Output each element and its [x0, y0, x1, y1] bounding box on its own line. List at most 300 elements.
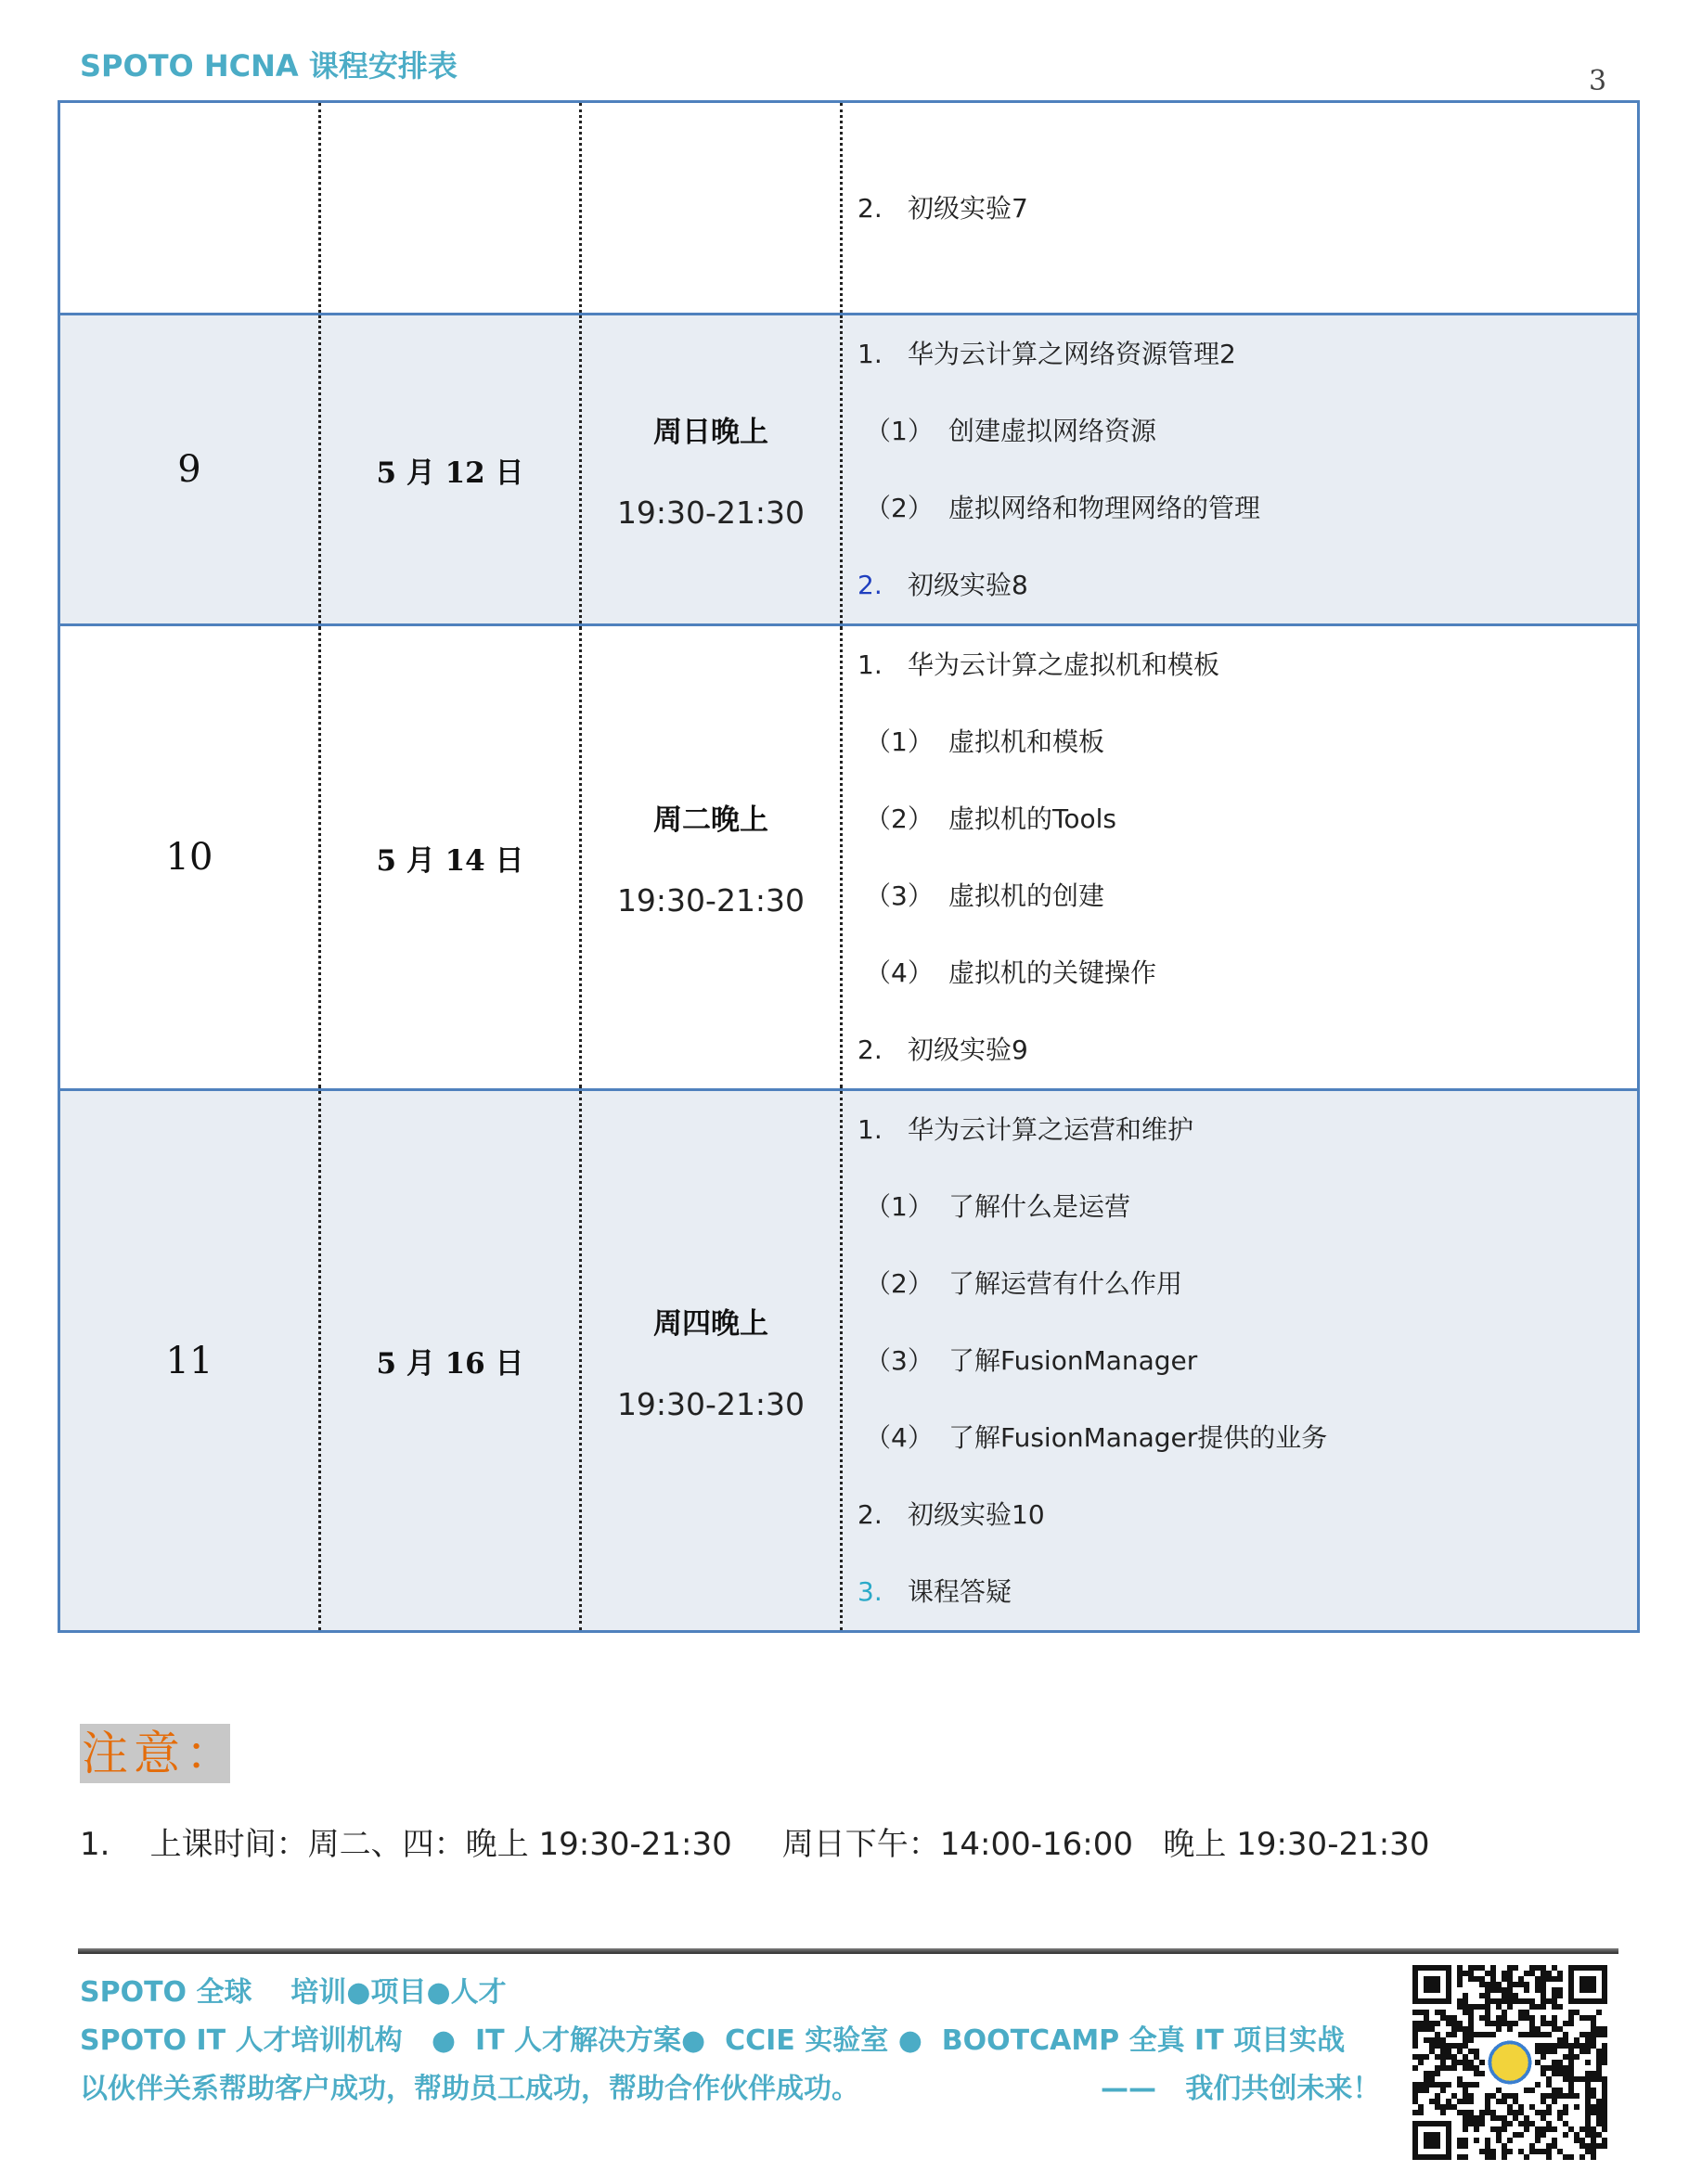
line-marker: （1）	[865, 726, 934, 757]
qr-module	[1474, 2065, 1479, 2071]
qr-module	[1457, 1976, 1463, 1982]
qr-module	[1485, 2021, 1490, 2026]
qr-module	[1591, 2093, 1596, 2099]
content-line	[857, 1553, 1637, 1630]
qr-module	[1524, 1987, 1529, 1993]
qr-module	[1563, 2093, 1568, 2099]
qr-module	[1518, 2032, 1524, 2037]
session-time: 19:30-21:30	[616, 495, 806, 531]
qr-module	[1479, 1965, 1485, 1971]
content-line	[857, 1011, 1637, 1088]
qr-module	[1446, 2049, 1451, 2054]
qr-module	[1429, 2021, 1435, 2026]
qr-module	[1529, 2104, 1535, 2110]
qr-module	[1479, 2071, 1485, 2076]
qr-module	[1596, 2071, 1602, 2076]
qr-module	[1524, 2121, 1529, 2126]
qr-module	[1496, 2115, 1502, 2121]
qr-module	[1552, 2088, 1557, 2093]
qr-module	[1557, 1987, 1563, 1993]
qr-module	[1579, 2154, 1585, 2160]
line-text: 华为云计算之虚拟机和模板	[908, 649, 1220, 680]
qr-module	[1552, 2143, 1557, 2149]
qr-module	[1474, 2115, 1479, 2121]
qr-module	[1457, 1965, 1463, 1971]
qr-module	[1457, 2026, 1463, 2032]
footer-mission: 以伙伴关系帮助客户成功，帮助员工成功，帮助合作伙伴成功。	[80, 2073, 859, 2105]
qr-module	[1563, 2037, 1568, 2043]
qr-module	[1546, 2043, 1552, 2049]
qr-module	[1541, 2115, 1546, 2121]
qr-module	[1440, 2049, 1446, 2054]
qr-module	[1563, 2032, 1568, 2037]
qr-module	[1602, 2093, 1607, 2099]
qr-module	[1429, 2049, 1435, 2054]
qr-module	[1585, 2104, 1591, 2110]
qr-module	[1557, 2110, 1563, 2115]
qr-module	[1602, 2110, 1607, 2115]
qr-module	[1568, 2076, 1574, 2082]
qr-module	[1585, 2099, 1591, 2104]
qr-module	[1490, 2093, 1496, 2099]
qr-module	[1563, 2043, 1568, 2049]
qr-module	[1524, 1982, 1529, 1987]
qr-module	[1412, 2082, 1418, 2088]
qr-module	[1418, 2088, 1424, 2093]
line-marker: 1.	[857, 1114, 883, 1145]
qr-module	[1496, 2015, 1502, 2021]
qr-module	[1502, 2126, 1507, 2132]
qr-module	[1412, 2037, 1418, 2043]
qr-module	[1602, 2076, 1607, 2082]
table-row-session-10	[59, 625, 1639, 1090]
line-text: 了解FusionManager	[948, 1345, 1198, 1376]
qr-module	[1574, 2037, 1579, 2043]
line-text: 虚拟机的关键操作	[948, 957, 1157, 988]
qr-module	[1418, 2054, 1424, 2060]
qr-module	[1468, 2065, 1474, 2071]
qr-module	[1574, 2054, 1579, 2060]
line-text: 初级实验7	[908, 192, 1028, 224]
qr-module	[1602, 2032, 1607, 2037]
qr-module	[1490, 2154, 1496, 2160]
qr-module	[1541, 1987, 1546, 1993]
qr-module	[1518, 2015, 1524, 2021]
qr-module	[1463, 2099, 1468, 2104]
qr-module	[1412, 2054, 1418, 2060]
qr-module	[1440, 2015, 1446, 2021]
qr-module	[1513, 2099, 1518, 2104]
qr-module	[1524, 1971, 1529, 1976]
qr-module	[1596, 2065, 1602, 2071]
qr-module	[1502, 1993, 1507, 1998]
qr-module	[1418, 2082, 1424, 2088]
qr-module	[1541, 2126, 1546, 2132]
qr-module	[1591, 2032, 1596, 2037]
qr-module	[1585, 2110, 1591, 2115]
qr-module	[1412, 2032, 1418, 2037]
qr-module	[1546, 2032, 1552, 2037]
table-row-continuation	[59, 102, 1639, 315]
qr-module	[1412, 2065, 1418, 2071]
qr-module	[1529, 2026, 1535, 2032]
line-marker: （3）	[865, 1345, 934, 1376]
qr-module	[1535, 2138, 1541, 2143]
qr-module	[1463, 2054, 1468, 2060]
qr-module	[1490, 1982, 1496, 1987]
qr-module	[1596, 2132, 1602, 2138]
qr-module	[1479, 2060, 1485, 2065]
qr-module	[1502, 2154, 1507, 2160]
line-marker: 2.	[857, 192, 883, 224]
qr-module	[1535, 2043, 1541, 2049]
qr-module	[1479, 2015, 1485, 2021]
qr-module	[1457, 2082, 1463, 2088]
qr-module	[1546, 2065, 1552, 2071]
cell-day	[581, 102, 842, 315]
qr-module	[1468, 2115, 1474, 2121]
session-day-time	[581, 315, 842, 625]
qr-module	[1412, 2021, 1418, 2026]
qr-module	[1502, 1987, 1507, 1993]
qr-module	[1457, 1998, 1463, 2004]
qr-module	[1485, 2010, 1490, 2015]
qr-module	[1507, 1993, 1513, 1998]
qr-module	[1435, 2037, 1440, 2043]
qr-module	[1418, 2026, 1424, 2032]
qr-module	[1557, 2060, 1563, 2065]
line-marker: 1.	[857, 339, 883, 369]
line-marker: （4）	[865, 957, 934, 988]
qr-module	[1424, 2082, 1429, 2088]
qr-module	[1424, 2010, 1429, 2015]
qr-module	[1485, 2015, 1490, 2021]
qr-module	[1546, 2149, 1552, 2154]
qr-module	[1463, 1998, 1468, 2004]
line-marker: （2）	[865, 1268, 934, 1299]
qr-module	[1507, 2026, 1513, 2032]
qr-module	[1418, 2060, 1424, 2065]
qr-module	[1463, 2143, 1468, 2149]
qr-module	[1535, 1965, 1541, 1971]
qr-module	[1557, 2071, 1563, 2076]
qr-module	[1535, 2004, 1541, 2010]
qr-module	[1502, 2143, 1507, 2149]
qr-module	[1591, 2071, 1596, 2076]
qr-module	[1496, 1987, 1502, 1993]
qr-module	[1529, 1998, 1535, 2004]
qr-module	[1474, 2126, 1479, 2132]
qr-module	[1435, 2093, 1440, 2099]
qr-module	[1474, 2032, 1479, 2037]
qr-module	[1474, 1976, 1479, 1982]
qr-module	[1518, 2132, 1524, 2138]
session-date: 5 月 12 日	[320, 315, 581, 625]
qr-module	[1490, 1987, 1496, 1993]
content-line	[857, 546, 1637, 623]
qr-module	[1602, 2104, 1607, 2110]
schedule-table	[58, 100, 1640, 1633]
cell-number	[59, 102, 320, 315]
qr-module	[1568, 2060, 1574, 2065]
qr-module	[1479, 2121, 1485, 2126]
qr-module	[1568, 2071, 1574, 2076]
qr-module	[1412, 2026, 1418, 2032]
line-marker: 2.	[857, 1034, 883, 1065]
qr-module	[1535, 2049, 1541, 2054]
session-number: 11	[59, 1090, 320, 1632]
qr-module	[1479, 1982, 1485, 1987]
qr-module	[1490, 2149, 1496, 2154]
qr-module	[1502, 2015, 1507, 2021]
qr-module	[1490, 2126, 1496, 2132]
qr-module	[1463, 2121, 1468, 2126]
qr-module	[1496, 2004, 1502, 2010]
qr-module	[1457, 2099, 1463, 2104]
qr-module	[1502, 2121, 1507, 2126]
qr-module	[1412, 2043, 1418, 2049]
qr-module	[1552, 2015, 1557, 2021]
qr-module	[1591, 2043, 1596, 2049]
qr-module	[1546, 2121, 1552, 2126]
qr-module	[1468, 2032, 1474, 2037]
qr-module	[1552, 1987, 1557, 1993]
qr-module	[1435, 2082, 1440, 2088]
qr-module	[1457, 2076, 1463, 2082]
qr-module	[1429, 2071, 1435, 2076]
qr-module	[1552, 2021, 1557, 2026]
qr-module	[1507, 1965, 1513, 1971]
content-line	[857, 1322, 1637, 1399]
qr-module	[1485, 2093, 1490, 2099]
qr-module	[1579, 2138, 1585, 2143]
qr-module	[1529, 2149, 1535, 2154]
qr-module	[1451, 2026, 1457, 2032]
qr-module	[1596, 2121, 1602, 2126]
qr-module	[1507, 2093, 1513, 2099]
qr-module	[1507, 1976, 1513, 1982]
qr-module	[1579, 2126, 1585, 2132]
qr-module	[1451, 2043, 1457, 2049]
qr-module	[1468, 2004, 1474, 2010]
qr-module	[1568, 2093, 1574, 2099]
qr-module	[1524, 2032, 1529, 2037]
qr-module	[1418, 2104, 1424, 2110]
qr-code-icon	[1407, 1959, 1613, 2165]
qr-module	[1602, 2026, 1607, 2032]
qr-module	[1596, 2099, 1602, 2104]
cell-date	[320, 102, 581, 315]
qr-module	[1502, 2010, 1507, 2015]
qr-module	[1546, 2104, 1552, 2110]
qr-module	[1468, 1976, 1474, 1982]
qr-module	[1535, 2026, 1541, 2032]
qr-module	[1446, 2054, 1451, 2060]
line-marker: 2.	[857, 1499, 883, 1530]
qr-module	[1529, 2032, 1535, 2037]
qr-module	[1591, 2154, 1596, 2160]
qr-module	[1552, 2004, 1557, 2010]
footer-slogan: SPOTO 全球 培训●项目●人才	[80, 1976, 507, 2009]
qr-module	[1490, 1976, 1496, 1982]
qr-module	[1485, 2149, 1490, 2154]
qr-module	[1412, 2010, 1418, 2015]
qr-module	[1468, 2021, 1474, 2026]
qr-module	[1574, 2076, 1579, 2082]
notice-title: 注意：	[82, 1727, 238, 1780]
qr-module	[1468, 2037, 1474, 2043]
session-content	[842, 625, 1639, 1090]
qr-module	[1535, 2149, 1541, 2154]
line-marker: （2）	[865, 803, 934, 834]
qr-module	[1529, 2015, 1535, 2021]
qr-module	[1446, 2021, 1451, 2026]
qr-module	[1602, 2115, 1607, 2121]
qr-module	[1463, 2032, 1468, 2037]
qr-module	[1596, 2115, 1602, 2121]
qr-module	[1602, 2082, 1607, 2088]
qr-module	[1557, 2093, 1563, 2099]
qr-module	[1557, 2004, 1563, 2010]
qr-module	[1446, 2015, 1451, 2021]
qr-module	[1574, 2104, 1579, 2110]
notice-item: 1. 上课时间：周二、四：晚上 19:30-21:30 周日下午：14:00-16:00 晚上 19:30-21:30	[80, 1826, 1430, 1863]
qr-module	[1446, 2032, 1451, 2037]
page-number: 3	[1589, 65, 1607, 97]
qr-module	[1496, 2088, 1502, 2093]
qr-module	[1463, 1993, 1468, 1998]
qr-module	[1563, 2154, 1568, 2160]
qr-module	[1574, 2010, 1579, 2015]
line-text: 虚拟机的创建	[948, 880, 1105, 911]
qr-module	[1585, 2060, 1591, 2065]
qr-module	[1518, 2149, 1524, 2154]
qr-module	[1552, 2065, 1557, 2071]
qr-module	[1418, 2110, 1424, 2115]
qr-module	[1596, 2104, 1602, 2110]
qr-module	[1485, 2154, 1490, 2160]
qr-module	[1490, 1965, 1496, 1971]
qr-module	[1490, 1998, 1496, 2004]
qr-module	[1418, 2021, 1424, 2026]
qr-module	[1451, 2060, 1457, 2065]
qr-module	[1463, 1971, 1468, 1976]
qr-module	[1591, 2037, 1596, 2043]
session-date: 5 月 14 日	[320, 625, 581, 1090]
qr-module	[1541, 1965, 1546, 1971]
qr-module	[1496, 2138, 1502, 2143]
qr-module	[1507, 2121, 1513, 2126]
qr-module	[1602, 2060, 1607, 2065]
qr-module	[1435, 2065, 1440, 2071]
qr-module	[1529, 2004, 1535, 2010]
qr-module	[1485, 1998, 1490, 2004]
qr-module	[1502, 1976, 1507, 1982]
line-text: 华为云计算之网络资源管理2	[908, 339, 1236, 369]
line-text: 华为云计算之运营和维护	[908, 1114, 1194, 1145]
qr-module	[1490, 2032, 1496, 2037]
qr-module	[1546, 1976, 1552, 1982]
qr-module	[1579, 2049, 1585, 2054]
qr-module	[1502, 2021, 1507, 2026]
qr-module	[1513, 2132, 1518, 2138]
qr-module	[1457, 1971, 1463, 1976]
qr-module	[1485, 1982, 1490, 1987]
session-day: 周日晚上	[653, 416, 768, 449]
qr-module	[1563, 2104, 1568, 2110]
qr-module	[1468, 2010, 1474, 2015]
qr-module	[1463, 2010, 1468, 2015]
cell-content	[842, 102, 1639, 315]
qr-module	[1474, 2121, 1479, 2126]
qr-module	[1451, 2054, 1457, 2060]
qr-module	[1490, 2115, 1496, 2121]
qr-module	[1440, 2010, 1446, 2015]
qr-module	[1463, 2037, 1468, 2043]
qr-module	[1585, 2115, 1591, 2121]
qr-module	[1485, 2110, 1490, 2115]
qr-module	[1507, 2021, 1513, 2026]
footer-signature: —— 我们共创未来！	[1101, 2073, 1381, 2105]
qr-module	[1535, 2032, 1541, 2037]
qr-module	[1568, 2082, 1574, 2088]
qr-module	[1596, 2026, 1602, 2032]
line-marker: （1）	[865, 1191, 934, 1222]
qr-module	[1412, 2093, 1418, 2099]
content-line	[857, 1399, 1637, 1476]
qr-module	[1474, 2004, 1479, 2010]
qr-module	[1552, 2099, 1557, 2104]
qr-module	[1518, 1982, 1524, 1987]
qr-module	[1535, 1976, 1541, 1982]
qr-module	[1596, 2032, 1602, 2037]
qr-module	[1602, 2126, 1607, 2132]
qr-module	[1568, 2010, 1574, 2015]
qr-module	[1457, 2060, 1463, 2065]
qr-module	[1479, 2115, 1485, 2121]
qr-module	[1591, 2132, 1596, 2138]
qr-module	[1490, 1971, 1496, 1976]
qr-module	[1535, 2082, 1541, 2088]
qr-module	[1457, 1982, 1463, 1987]
qr-module	[1507, 1987, 1513, 1993]
content-line	[857, 934, 1637, 1011]
qr-module	[1574, 2043, 1579, 2049]
qr-module	[1546, 1998, 1552, 2004]
qr-module	[1585, 2132, 1591, 2138]
qr-module	[1591, 2104, 1596, 2110]
qr-module	[1541, 2049, 1546, 2054]
qr-module	[1557, 1971, 1563, 1976]
qr-module	[1485, 2138, 1490, 2143]
content-line	[857, 392, 1637, 469]
qr-module	[1568, 2065, 1574, 2071]
qr-module	[1457, 2049, 1463, 2054]
qr-module	[1457, 2138, 1463, 2143]
qr-module	[1518, 2104, 1524, 2110]
line-text: 虚拟机和模板	[948, 726, 1105, 757]
qr-module	[1524, 1998, 1529, 2004]
content-line	[857, 857, 1637, 934]
qr-module	[1529, 2143, 1535, 2149]
qr-module	[1535, 2126, 1541, 2132]
qr-module	[1591, 2143, 1596, 2149]
qr-module	[1557, 1993, 1563, 1998]
qr-module	[1429, 2037, 1435, 2043]
qr-module	[1513, 1982, 1518, 1987]
qr-module	[1541, 1982, 1546, 1987]
qr-module	[1485, 1993, 1490, 1998]
